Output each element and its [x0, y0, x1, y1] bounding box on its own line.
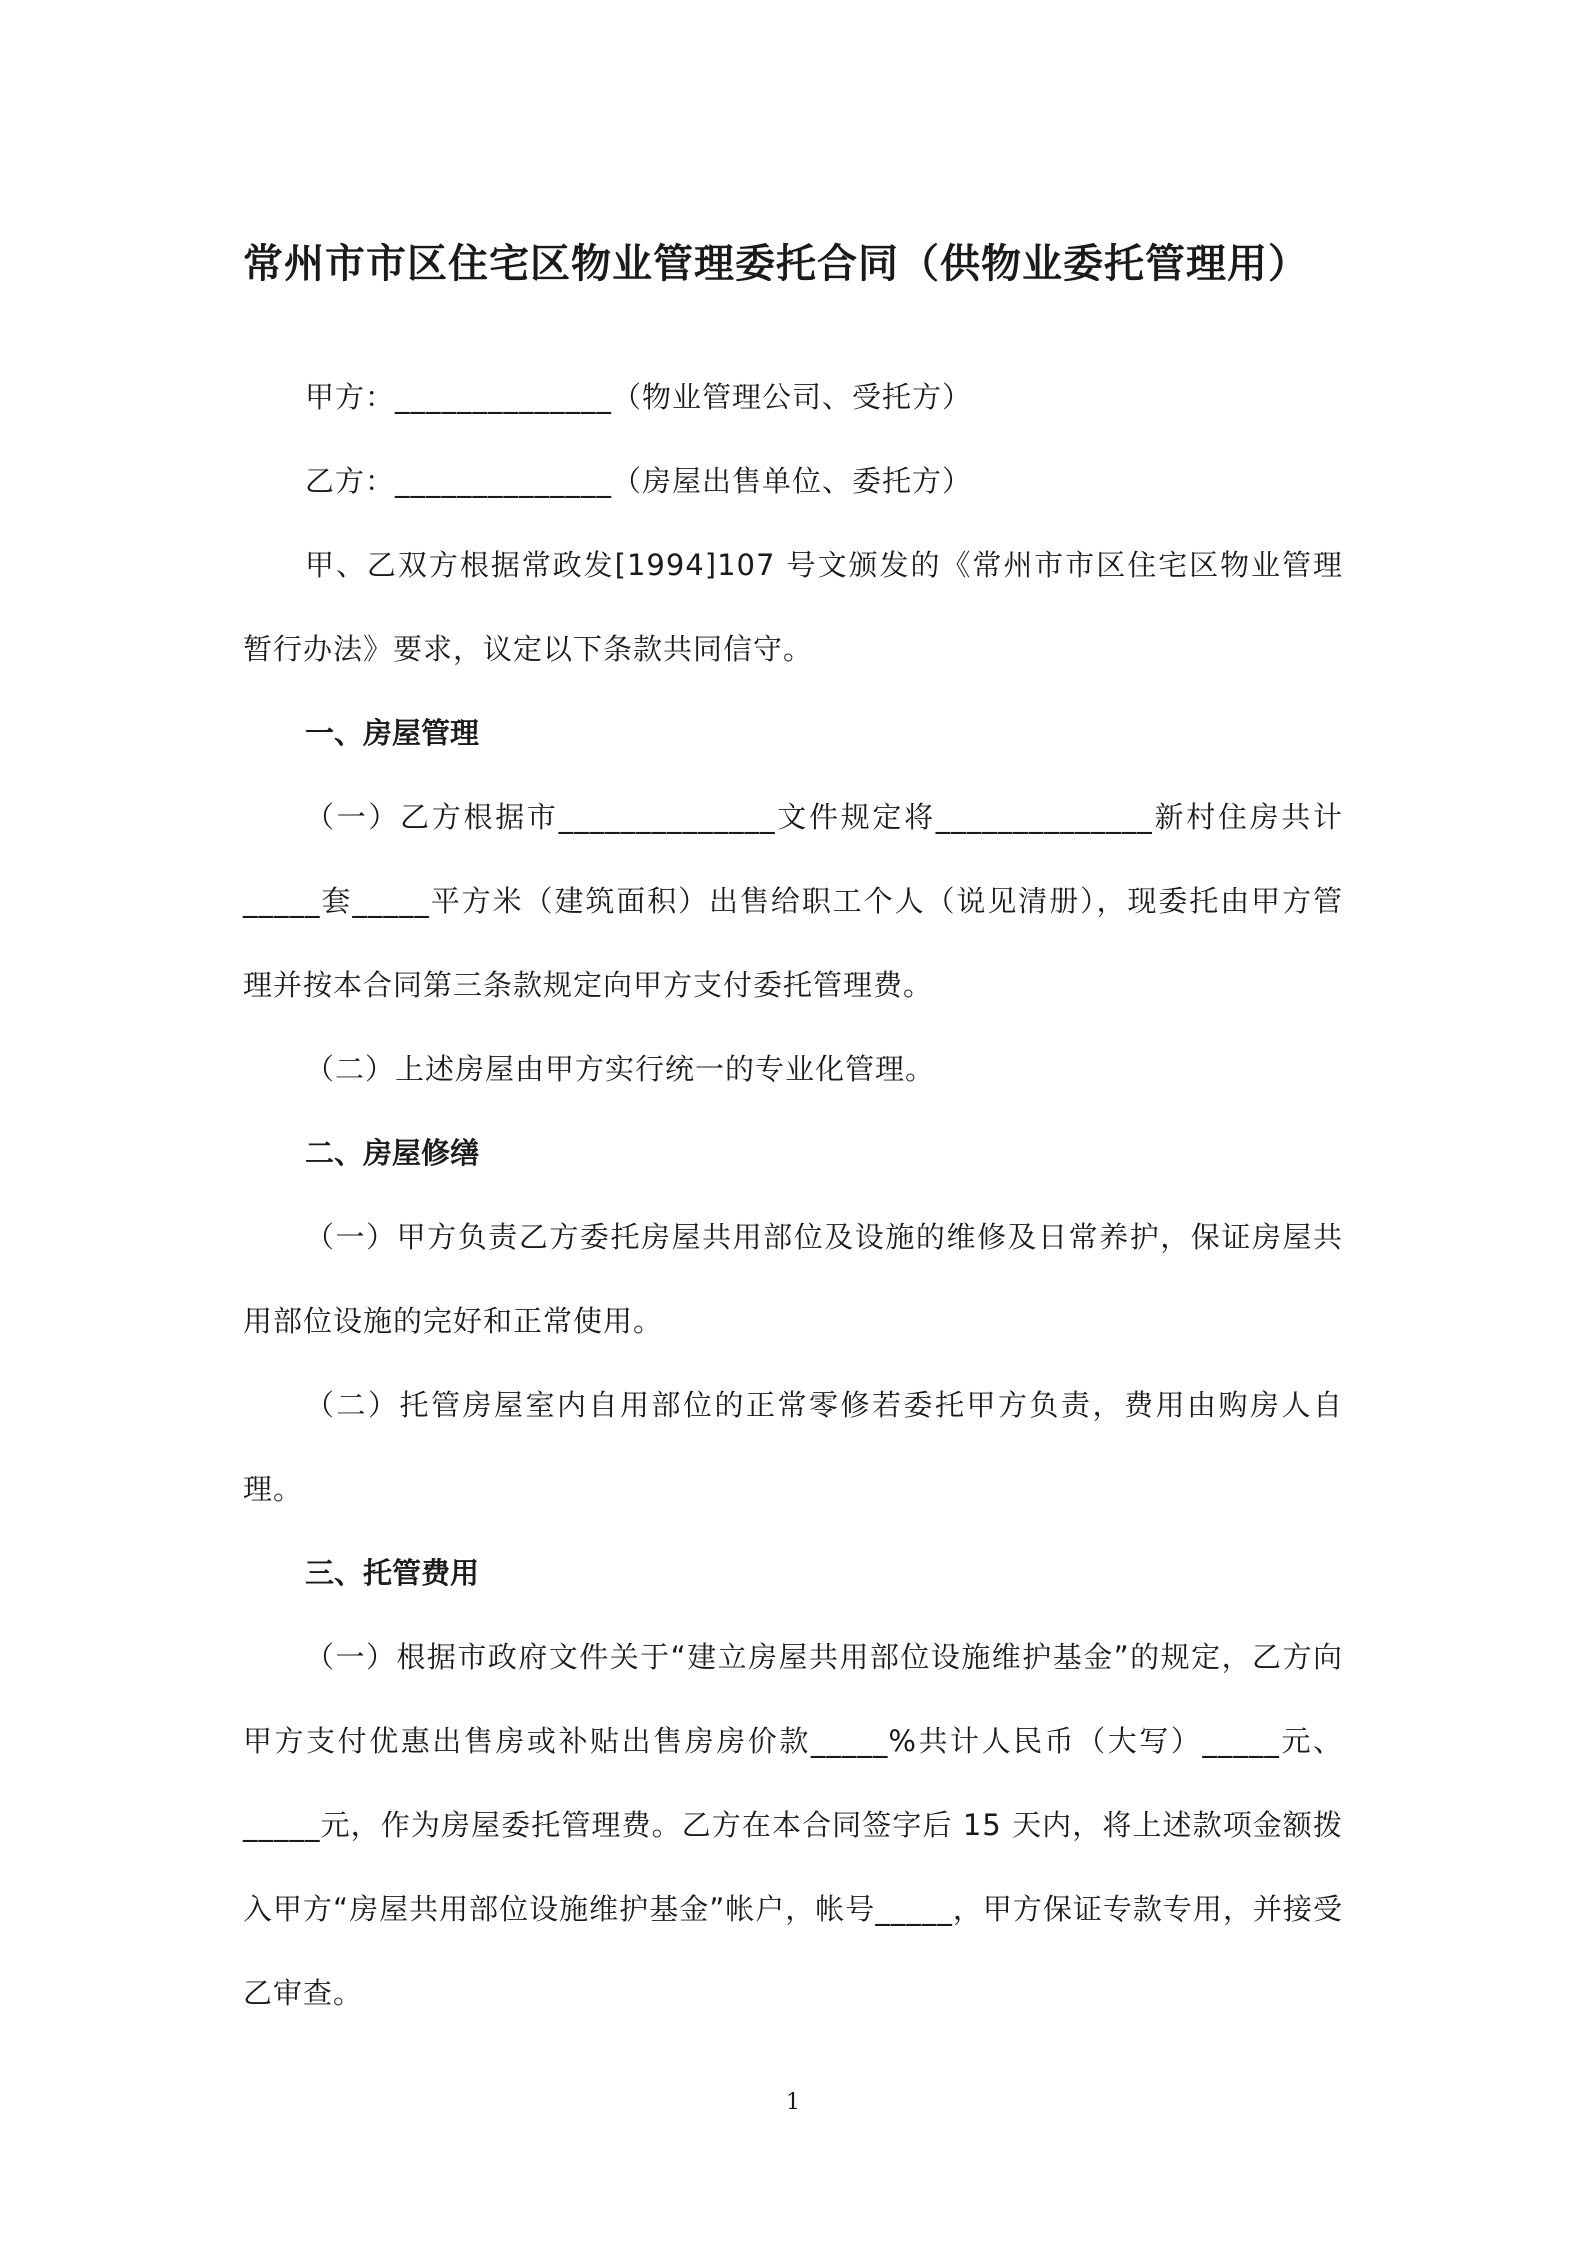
- section-heading-housing-management: 一、房屋管理: [305, 716, 480, 750]
- document-title: 常州市市区住宅区物业管理委托合同（供物业委托管理用）: [243, 241, 1309, 287]
- document-body: [243, 355, 1343, 2035]
- page-number: 1: [786, 2090, 800, 2115]
- preamble-paragraph: 甲、乙双方根据常政发[1994]107 号文颁发的《常州市市区住宅区物业管理暂行办法》要求，议定以下条款共同信守。: [243, 548, 1343, 666]
- clause-2-1: （一）甲方负责乙方委托房屋共用部位及设施的维修及日常养护，保证房屋共用部位设施的完好和正常使用。: [243, 1220, 1343, 1338]
- party-a-line: 甲方：______________（物业管理公司、受托方）: [305, 380, 973, 414]
- clause-3-1: （一）根据市政府文件关于“建立房屋共用部位设施维护基金”的规定，乙方向甲方支付优惠出售房或补贴出售房房价款_____%共计人民币（大写）_____元、_____元，作为房屋委托管理费。乙方在本合同签字后 15 天内，将上述款项金额拨入甲方“房屋共用部位设施维护基金”帐户，帐号_____，甲方保证专款专用，并接受乙审查。: [243, 1640, 1343, 2010]
- clause-1-2: （二）上述房屋由甲方实行统一的专业化管理。: [305, 1052, 936, 1086]
- clause-1-1: （一）乙方根据市______________文件规定将______________新村住房共计_____套_____平方米（建筑面积）出售给职工个人（说见清册），现委托由甲方管理并按本合同第三条款规定向甲方支付委托管理费。: [243, 800, 1343, 1002]
- clause-2-2: （二）托管房屋室内自用部位的正常零修若委托甲方负责，费用由购房人自理。: [243, 1388, 1343, 1506]
- section-heading-trust-fees: 三、托管费用: [305, 1556, 480, 1590]
- section-heading-housing-repair: 二、房屋修缮: [305, 1136, 480, 1170]
- party-b-line: 乙方：______________（房屋出售单位、委托方）: [305, 464, 973, 498]
